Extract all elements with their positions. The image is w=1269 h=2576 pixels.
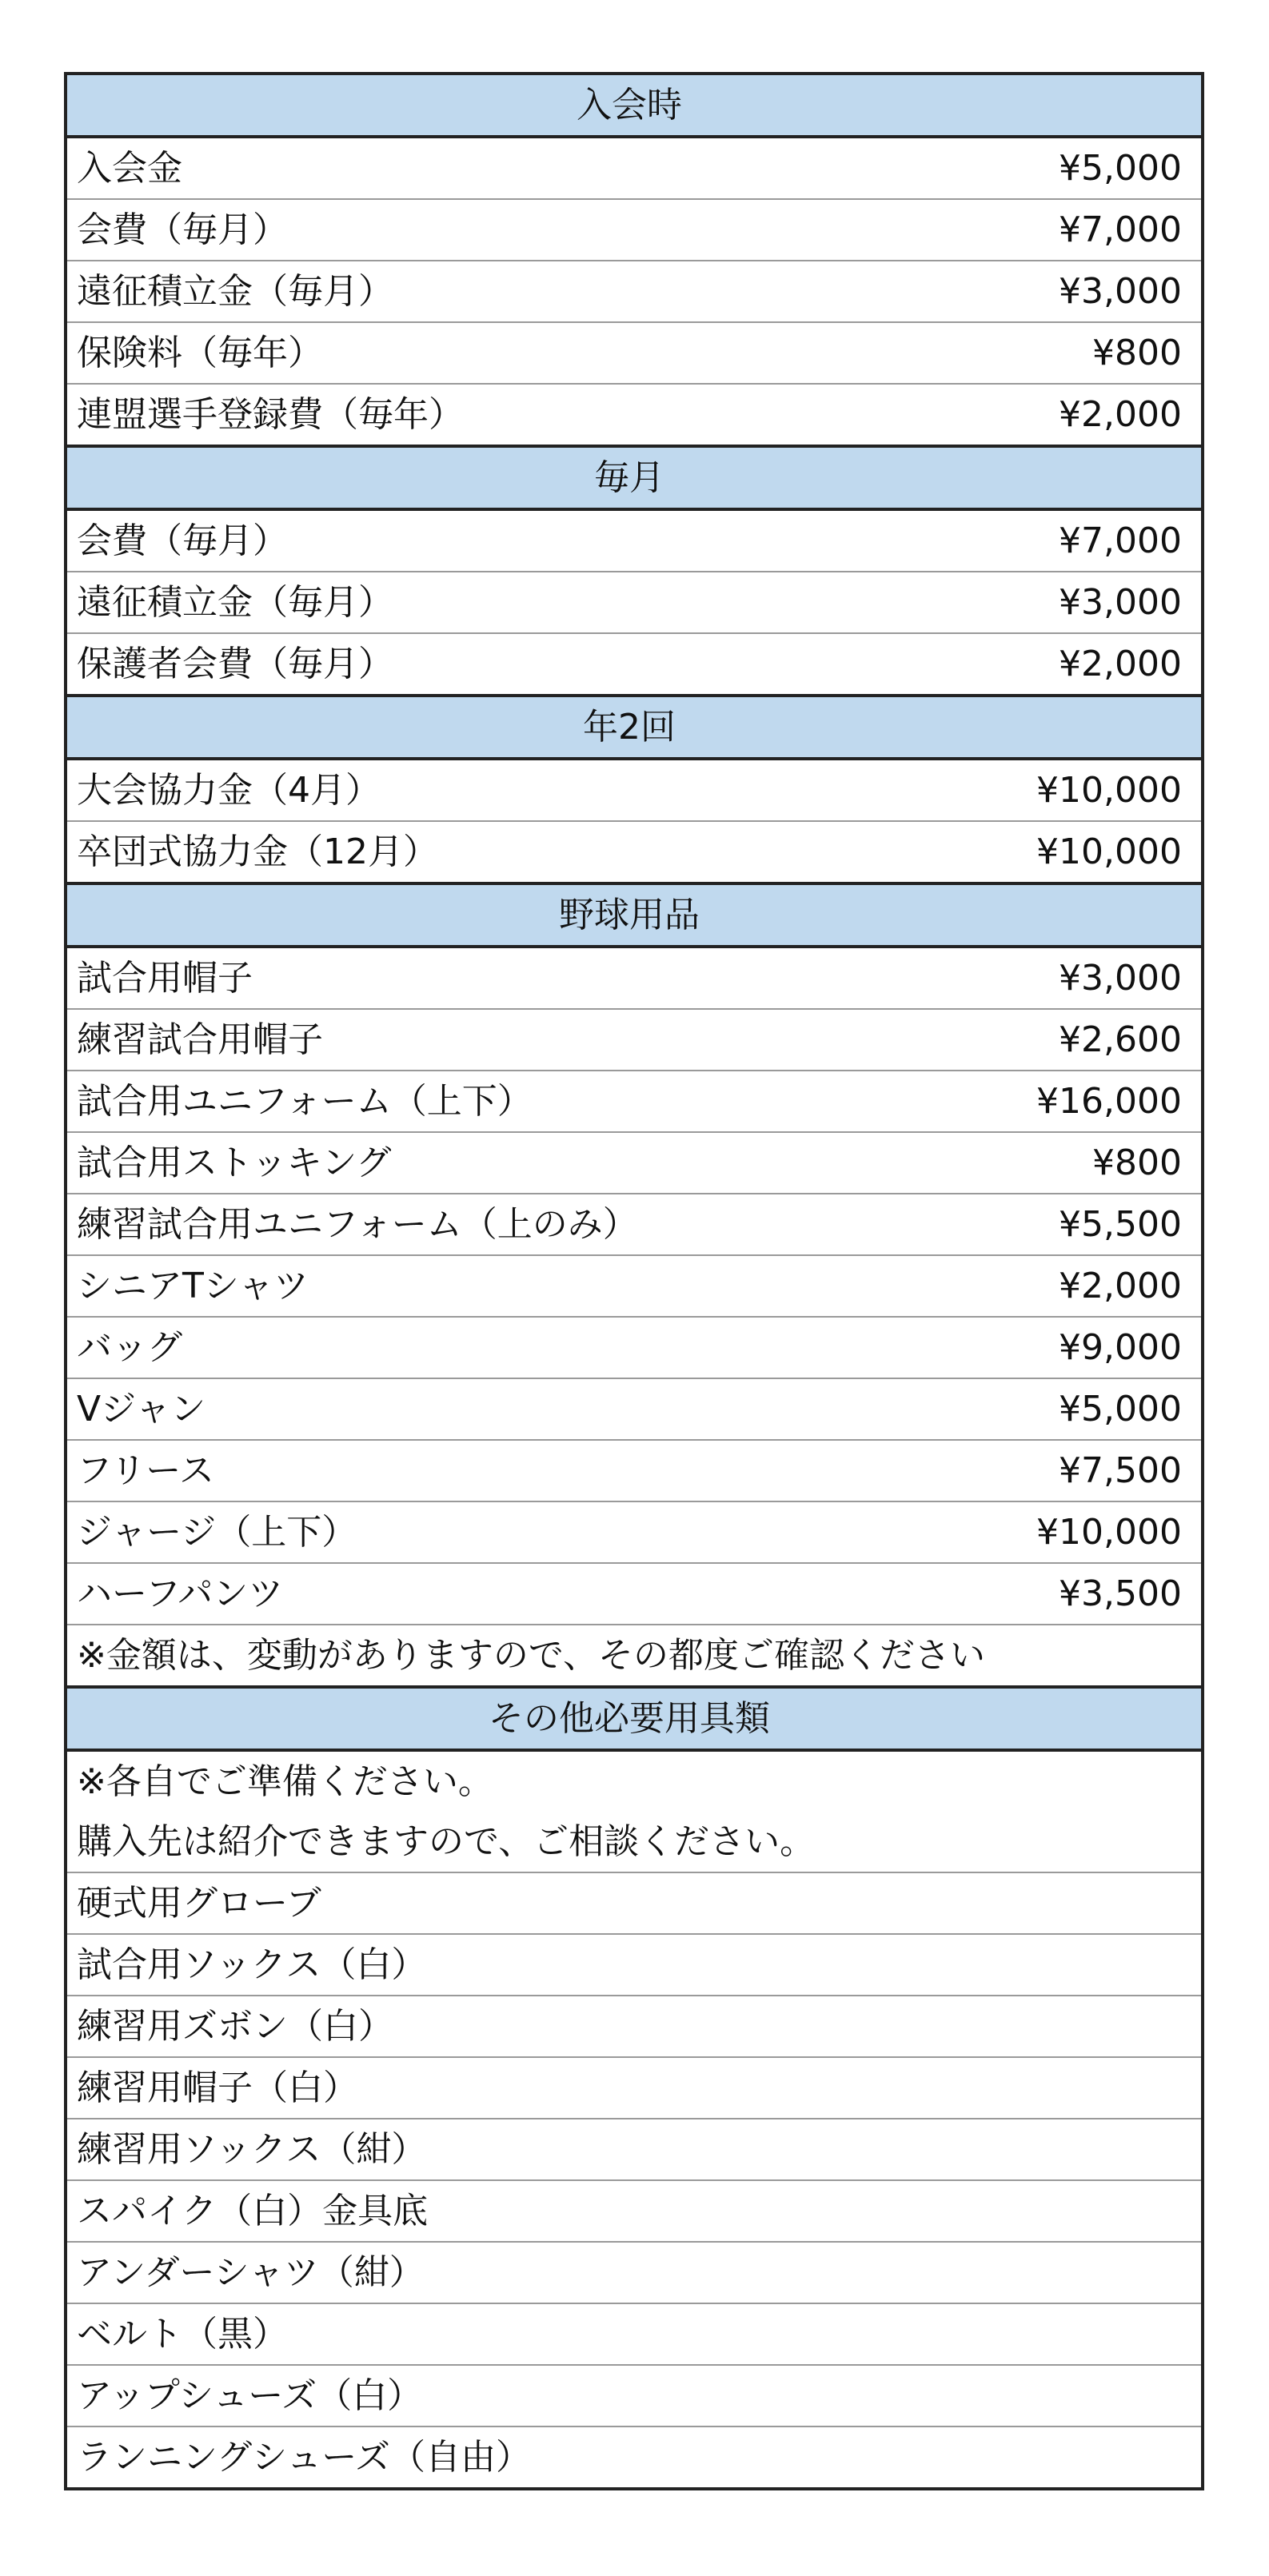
- section-header-baseball-gear: [66, 883, 1203, 947]
- item-price: ¥3,000: [945, 947, 1203, 1009]
- section-header-other-equipment: [66, 1687, 1203, 1750]
- item-price: ¥800: [945, 322, 1203, 384]
- item-label: 遠征積立金（毎月）: [66, 261, 945, 322]
- item-label: Vジャン: [66, 1378, 945, 1440]
- item-price: ¥800: [945, 1132, 1203, 1194]
- item-price: ¥5,000: [945, 1378, 1203, 1440]
- item-price: ¥3,500: [945, 1563, 1203, 1625]
- table-row: [66, 1009, 1203, 1071]
- list-item: [66, 2057, 1203, 2119]
- section-title: 毎月: [66, 446, 1203, 509]
- item-price: ¥16,000: [945, 1071, 1203, 1132]
- table-row: [66, 572, 1203, 633]
- table-row: [66, 759, 1203, 821]
- item-label: バッグ: [66, 1317, 945, 1378]
- equipment-item: 硬式用グローブ: [66, 1872, 1203, 1934]
- table-row: [66, 1563, 1203, 1625]
- equipment-item: ベルト（黒）: [66, 2303, 1203, 2365]
- item-price: ¥10,000: [945, 821, 1203, 883]
- table-row: [66, 199, 1203, 261]
- item-label: フリース: [66, 1440, 945, 1501]
- fee-table: [64, 72, 1204, 2490]
- consult-note: 購入先は紹介できますので、ご相談ください。: [66, 1812, 1203, 1872]
- item-price: ¥10,000: [945, 759, 1203, 821]
- equipment-item: 練習用ズボン（白）: [66, 1996, 1203, 2057]
- table-row: [66, 1440, 1203, 1501]
- item-price: ¥5,000: [945, 137, 1203, 199]
- table-row: [66, 821, 1203, 883]
- table-row: [66, 261, 1203, 322]
- item-price: ¥3,000: [945, 261, 1203, 322]
- list-item: [66, 1996, 1203, 2057]
- price-change-note: ※金額は、変動がありますので、その都度ご確認ください: [66, 1625, 1203, 1687]
- table-row: [66, 1132, 1203, 1194]
- item-label: 大会協力金（4月）: [66, 759, 945, 821]
- equipment-item: ランニングシューズ（自由）: [77, 2437, 532, 2478]
- item-price: ¥5,500: [945, 1194, 1203, 1255]
- table-row: [66, 633, 1203, 696]
- table-row: [66, 1071, 1203, 1132]
- item-label: 遠征積立金（毎月）: [66, 572, 945, 633]
- table-row: [66, 1317, 1203, 1378]
- equipment-item: 練習用帽子（白）: [66, 2057, 1203, 2119]
- note-row: [66, 1750, 1203, 1812]
- item-label: シニアTシャツ: [66, 1255, 945, 1317]
- equipment-item: スパイク（白）金具底: [66, 2180, 1203, 2242]
- item-label: 練習試合用ユニフォーム（上のみ）: [66, 1194, 945, 1255]
- item-price: ¥2,600: [945, 1009, 1203, 1071]
- item-label: 試合用ストッキング: [66, 1132, 945, 1194]
- item-label: 試合用帽子: [66, 947, 945, 1009]
- equipment-item: アンダーシャツ（紺）: [66, 2242, 1203, 2303]
- list-item: [66, 2119, 1203, 2180]
- table-row: [66, 1194, 1203, 1255]
- table-row: [66, 509, 1203, 572]
- list-item: [66, 1934, 1203, 1996]
- item-price: ¥3,000: [945, 572, 1203, 633]
- item-price: ¥10,000: [945, 1501, 1203, 1563]
- section-header-enrollment: [66, 74, 1203, 137]
- section-header-monthly: [66, 446, 1203, 509]
- item-label: 会費（毎月）: [66, 199, 945, 261]
- equipment-item: 試合用ソックス（白）: [66, 1934, 1203, 1996]
- section-header-twice-yearly: [66, 696, 1203, 759]
- table-row: [66, 322, 1203, 384]
- item-label: ハーフパンツ: [66, 1563, 945, 1625]
- list-item: [66, 2303, 1203, 2365]
- equipment-item: 練習用ソックス（紺）: [66, 2119, 1203, 2180]
- item-label: 試合用ユニフォーム（上下）: [66, 1071, 945, 1132]
- table-row: [66, 1378, 1203, 1440]
- list-item: [66, 2426, 1203, 2489]
- list-item: [66, 2242, 1203, 2303]
- list-item: [66, 2180, 1203, 2242]
- item-label: 会費（毎月）: [66, 509, 945, 572]
- section-title: その他必要用具類: [66, 1687, 1203, 1750]
- item-label: 練習試合用帽子: [66, 1009, 945, 1071]
- item-label: 連盟選手登録費（毎年）: [66, 384, 945, 446]
- equipment-item: アップシューズ（白）: [66, 2365, 1203, 2426]
- price-change-note-row: [66, 1625, 1203, 1687]
- section-title: 年2回: [66, 696, 1203, 759]
- table-row: [66, 1255, 1203, 1317]
- item-price: ¥7,500: [945, 1440, 1203, 1501]
- item-price: ¥2,000: [945, 633, 1203, 696]
- section-title: 野球用品: [66, 883, 1203, 947]
- table-row: [66, 137, 1203, 199]
- section-title: 入会時: [66, 74, 1203, 137]
- item-price: ¥9,000: [945, 1317, 1203, 1378]
- item-price: ¥2,000: [945, 1255, 1203, 1317]
- item-price: ¥2,000: [945, 384, 1203, 446]
- note-row: [66, 1812, 1203, 1872]
- list-item: [66, 2365, 1203, 2426]
- prepare-note: ※各自でご準備ください。: [77, 1761, 493, 1802]
- table-row: [66, 1501, 1203, 1563]
- item-label: 保険料（毎年）: [66, 322, 945, 384]
- list-item: [66, 1872, 1203, 1934]
- table-row: [66, 947, 1203, 1009]
- item-label: 入会金: [66, 137, 945, 199]
- item-label: 保護者会費（毎月）: [66, 633, 945, 696]
- item-label: ジャージ（上下）: [66, 1501, 945, 1563]
- item-label: 卒団式協力金（12月）: [66, 821, 945, 883]
- table-row: [66, 384, 1203, 446]
- item-price: ¥7,000: [945, 509, 1203, 572]
- item-price: ¥7,000: [945, 199, 1203, 261]
